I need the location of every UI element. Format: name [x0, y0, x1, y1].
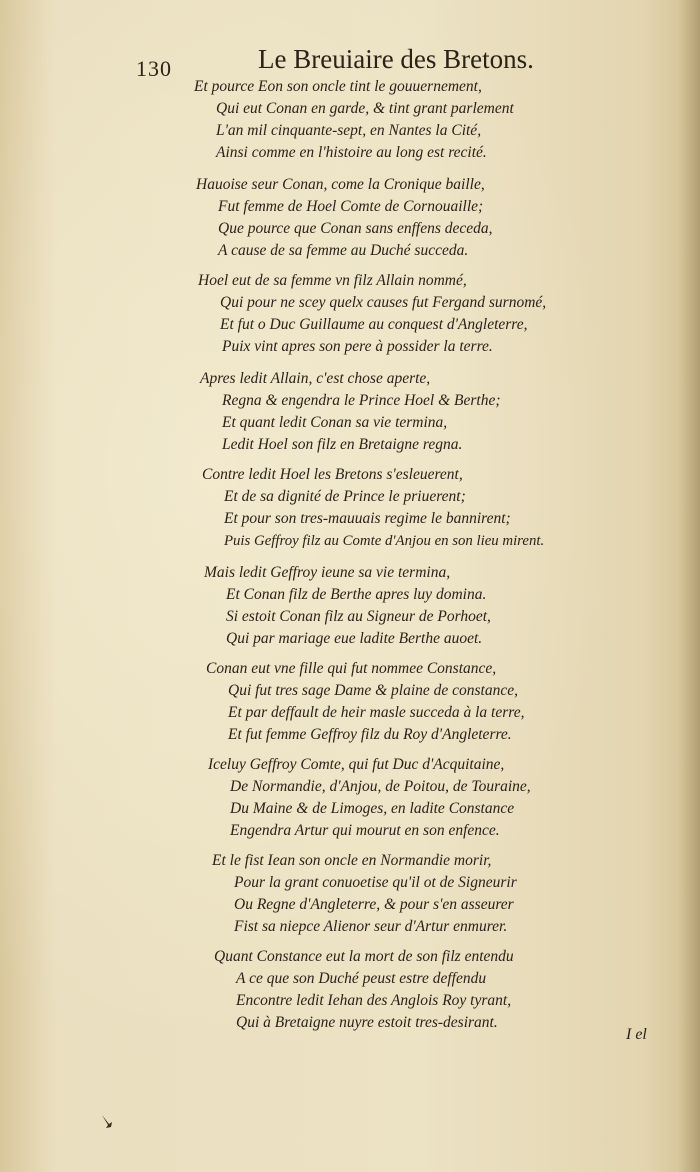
stanza-1 [194, 76, 514, 164]
stanza-8 [208, 754, 531, 842]
verse-line: Et fut femme Geffroy filz du Roy d'Angleterre. [228, 726, 512, 743]
verse-line: Mais ledit Geffroy ieune sa vie termina, [204, 564, 451, 581]
ink-blot-mark [100, 1113, 114, 1129]
verse-line: Contre ledit Hoel les Bretons s'esleuerent, [202, 466, 463, 483]
verse-line: Et par deffault de heir masle succeda à la terre, [228, 704, 525, 721]
verse-line: Et pour son tres-mauuais regime le bannirent; [224, 510, 511, 527]
verse-line: Qui fut tres sage Dame & plaine de constance, [228, 682, 518, 699]
verse-line: Ainsi comme en l'histoire au long est recité. [216, 144, 487, 161]
verse-line: Hoel eut de sa femme vn filz Allain nommé, [198, 272, 467, 289]
verse-line: Et quant ledit Conan sa vie termina, [222, 414, 448, 431]
verse-line: Puis Geffroy filz au Comte d'Anjou en son lieu mirent. [224, 533, 545, 549]
running-title: Le Breuiaire des Bretons. [258, 44, 534, 74]
verse-line: A cause de sa femme au Duché succeda. [218, 242, 469, 259]
verse-line: Et fut o Duc Guillaume au conquest d'Angleterre, [220, 316, 528, 333]
verse-line: Pour la grant conuoetise qu'il ot de Signeurir [234, 874, 517, 891]
verse-line: Ou Regne d'Angleterre, & pour s'en asseurer [234, 896, 514, 913]
verse-line: Et de sa dignité de Prince le priuerent; [224, 488, 466, 505]
verse-line: Conan eut vne fille qui fut nommee Constance, [206, 660, 497, 677]
verse-line: Qui à Bretaigne nuyre estoit tres-desirant. [236, 1014, 498, 1031]
verse-line: Qui par mariage eue ladite Berthe auoet. [226, 630, 483, 647]
verse-line: Quant Constance eut la mort de son filz entendu [214, 948, 514, 965]
verse-line: Puix vint apres son pere à possider la terre. [222, 338, 493, 355]
verse-line: Qui eut Conan en garde, & tint grant parlement [216, 100, 514, 117]
verse-line: Et le fist Iean son oncle en Normandie morir, [212, 852, 492, 869]
verse-line: Engendra Artur qui mourut en son enfence. [230, 822, 500, 839]
stanza-6 [204, 562, 491, 650]
verse-line: A ce que son Duché peust estre deffendu [236, 970, 487, 987]
page-number: 130 [136, 56, 172, 81]
stanza-5 [202, 464, 544, 552]
stanza-9 [212, 850, 517, 938]
verse-line: Encontre ledit Iehan des Anglois Roy tyrant, [236, 992, 512, 1009]
verse-line: Que pource que Conan sans enffens deceda, [218, 220, 493, 237]
verse-line: Fist sa niepce Alienor seur d'Artur enmurer. [234, 918, 508, 935]
verse-line: Si estoit Conan filz au Signeur de Porhoet, [226, 608, 491, 625]
verse-line: Apres ledit Allain, c'est chose aperte, [200, 370, 431, 387]
verse-line: Iceluy Geffroy Comte, qui fut Duc d'Acquitaine, [208, 756, 505, 773]
verse-line: De Normandie, d'Anjou, de Poitou, de Touraine, [230, 778, 531, 795]
verse-line: Ledit Hoel son filz en Bretaigne regna. [222, 436, 463, 453]
verse-line: Regna & engendra le Prince Hoel & Berthe; [222, 392, 501, 409]
verse-line: Du Maine & de Limoges, en ladite Constance [230, 800, 515, 817]
stanza-3 [198, 270, 546, 358]
stanza-7 [206, 658, 524, 746]
verse-line: Qui pour ne scey quelx causes fut Fergand surnomé, [220, 294, 547, 311]
stanza-10 [214, 946, 514, 1034]
catchword: I el [626, 1026, 647, 1043]
page-gutter-shadow [678, 0, 700, 1172]
verse-line: Et pource Eon son oncle tint le gouuernement, [194, 78, 482, 95]
stanza-2 [196, 174, 493, 262]
verse-line: Hauoise seur Conan, come la Cronique baille, [196, 176, 485, 193]
verse-line: Fut femme de Hoel Comte de Cornouaille; [218, 198, 484, 215]
verse-line: L'an mil cinquante-sept, en Nantes la Cité, [216, 122, 482, 139]
stanza-4 [200, 368, 501, 456]
verse-line: Et Conan filz de Berthe apres luy domina. [226, 586, 487, 603]
